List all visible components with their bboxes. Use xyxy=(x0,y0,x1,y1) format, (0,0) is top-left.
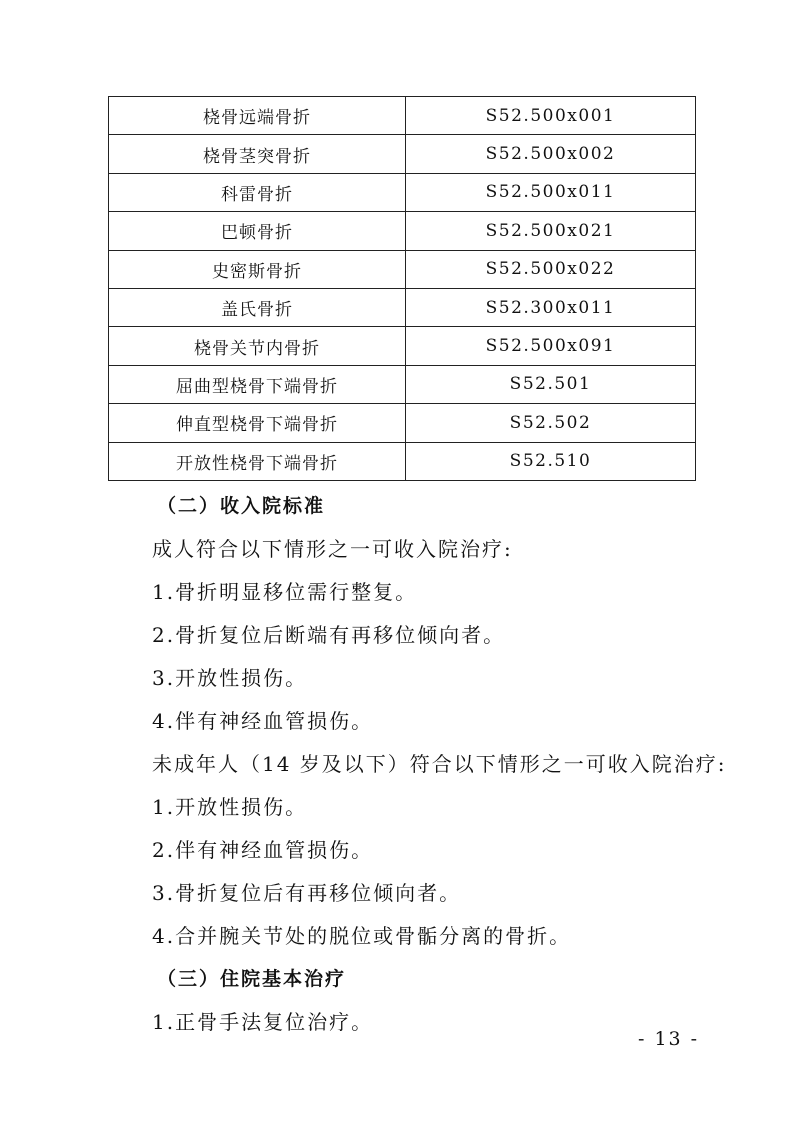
list-item: 1.正骨手法复位治疗。 xyxy=(152,1010,374,1034)
list-item: 1.开放性损伤。 xyxy=(152,795,308,819)
page-number: - 13 - xyxy=(638,1028,700,1050)
diagnosis-name-cell: 盖氏骨折 xyxy=(109,288,406,326)
table-row xyxy=(109,288,696,326)
diagnosis-name-cell: 开放性桡骨下端骨折 xyxy=(109,442,406,480)
table-row xyxy=(109,135,696,173)
list-item: 4.伴有神经血管损伤。 xyxy=(152,709,374,733)
diagnosis-code-cell: S52.500x002 xyxy=(406,135,696,173)
diagnosis-code-cell: S52.502 xyxy=(406,404,696,442)
list-item: 3.骨折复位后有再移位倾向者。 xyxy=(152,881,462,905)
diagnosis-code-cell: S52.300x011 xyxy=(406,288,696,326)
list-item: 4.合并腕关节处的脱位或骨骺分离的骨折。 xyxy=(152,924,572,948)
section-heading-admission-criteria: （二）收入院标准 xyxy=(157,495,326,517)
diagnosis-code-cell: S52.500x091 xyxy=(406,327,696,365)
table-row xyxy=(109,97,696,135)
diagnosis-name-cell: 史密斯骨折 xyxy=(109,250,406,288)
table-row xyxy=(109,250,696,288)
diagnosis-name-cell: 桡骨远端骨折 xyxy=(109,97,406,135)
table-row xyxy=(109,327,696,365)
table-row xyxy=(109,365,696,403)
diagnosis-name-cell: 屈曲型桡骨下端骨折 xyxy=(109,365,406,403)
diagnosis-code-cell: S52.500x021 xyxy=(406,212,696,250)
table-row xyxy=(109,212,696,250)
diagnosis-code-cell: S52.500x001 xyxy=(406,97,696,135)
diagnosis-code-cell: S52.510 xyxy=(406,442,696,480)
table-row xyxy=(109,404,696,442)
diagnosis-name-cell: 科雷骨折 xyxy=(109,173,406,211)
diagnosis-code-cell: S52.501 xyxy=(406,365,696,403)
diagnosis-code-cell: S52.500x011 xyxy=(406,173,696,211)
adult-criteria-intro: 成人符合以下情形之一可收入院治疗: xyxy=(152,537,513,561)
list-item: 3.开放性损伤。 xyxy=(152,666,308,690)
minor-criteria-intro: 未成年人（14 岁及以下）符合以下情形之一可收入院治疗: xyxy=(152,752,727,776)
table-row xyxy=(109,442,696,480)
section-heading-inpatient-treatment: （三）住院基本治疗 xyxy=(157,968,347,990)
diagnosis-name-cell: 桡骨茎突骨折 xyxy=(109,135,406,173)
table-row xyxy=(109,173,696,211)
diagnosis-code-cell: S52.500x022 xyxy=(406,250,696,288)
diagnosis-name-cell: 伸直型桡骨下端骨折 xyxy=(109,404,406,442)
list-item: 2.骨折复位后断端有再移位倾向者。 xyxy=(152,623,506,647)
diagnosis-code-table xyxy=(108,96,696,481)
diagnosis-name-cell: 桡骨关节内骨折 xyxy=(109,327,406,365)
list-item: 1.骨折明显移位需行整复。 xyxy=(152,580,418,604)
list-item: 2.伴有神经血管损伤。 xyxy=(152,838,374,862)
diagnosis-name-cell: 巴顿骨折 xyxy=(109,212,406,250)
